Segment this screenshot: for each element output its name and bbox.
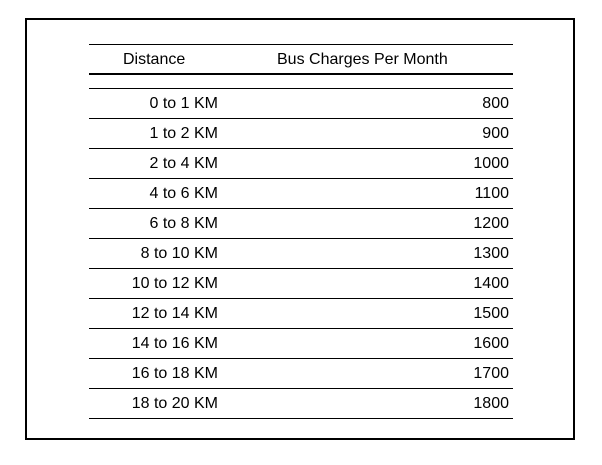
cell-charge: 1500 [473, 305, 509, 322]
cell-charge: 1400 [473, 275, 509, 292]
cell-distance: 16 to 18 KM [131, 365, 218, 382]
cell-charge: 1800 [473, 395, 509, 412]
table-row [89, 389, 513, 419]
table-row [89, 269, 513, 299]
table-row [89, 299, 513, 329]
cell-distance: 14 to 16 KM [131, 335, 218, 352]
cell-charge: 1700 [473, 365, 509, 382]
cell-distance: 0 to 1 KM [149, 95, 218, 112]
cell-distance: 10 to 12 KM [131, 275, 218, 292]
table-header-row [89, 45, 513, 73]
table-row [89, 359, 513, 389]
cell-distance: 4 to 6 KM [149, 185, 218, 202]
table-row [89, 179, 513, 209]
cell-distance: 12 to 14 KM [131, 305, 218, 322]
cell-distance: 6 to 8 KM [149, 215, 218, 232]
bus-charges-table [89, 44, 513, 419]
cell-distance: 1 to 2 KM [149, 125, 218, 142]
table-row [89, 209, 513, 239]
table-spacer-row [89, 75, 513, 89]
cell-charge: 800 [482, 95, 509, 112]
header-charges: Bus Charges Per Month [277, 51, 448, 68]
cell-charge: 1600 [473, 335, 509, 352]
cell-charge: 900 [482, 125, 509, 142]
cell-distance: 8 to 10 KM [140, 245, 218, 262]
table-row [89, 329, 513, 359]
cell-charge: 1200 [473, 215, 509, 232]
header-distance: Distance [123, 51, 186, 68]
table-row [89, 119, 513, 149]
cell-charge: 1300 [473, 245, 509, 262]
cell-distance: 18 to 20 KM [131, 395, 218, 412]
table-row [89, 89, 513, 119]
table-row [89, 239, 513, 269]
cell-distance: 2 to 4 KM [149, 155, 218, 172]
table-row [89, 149, 513, 179]
cell-charge: 1100 [474, 185, 509, 202]
cell-charge: 1000 [473, 155, 509, 172]
